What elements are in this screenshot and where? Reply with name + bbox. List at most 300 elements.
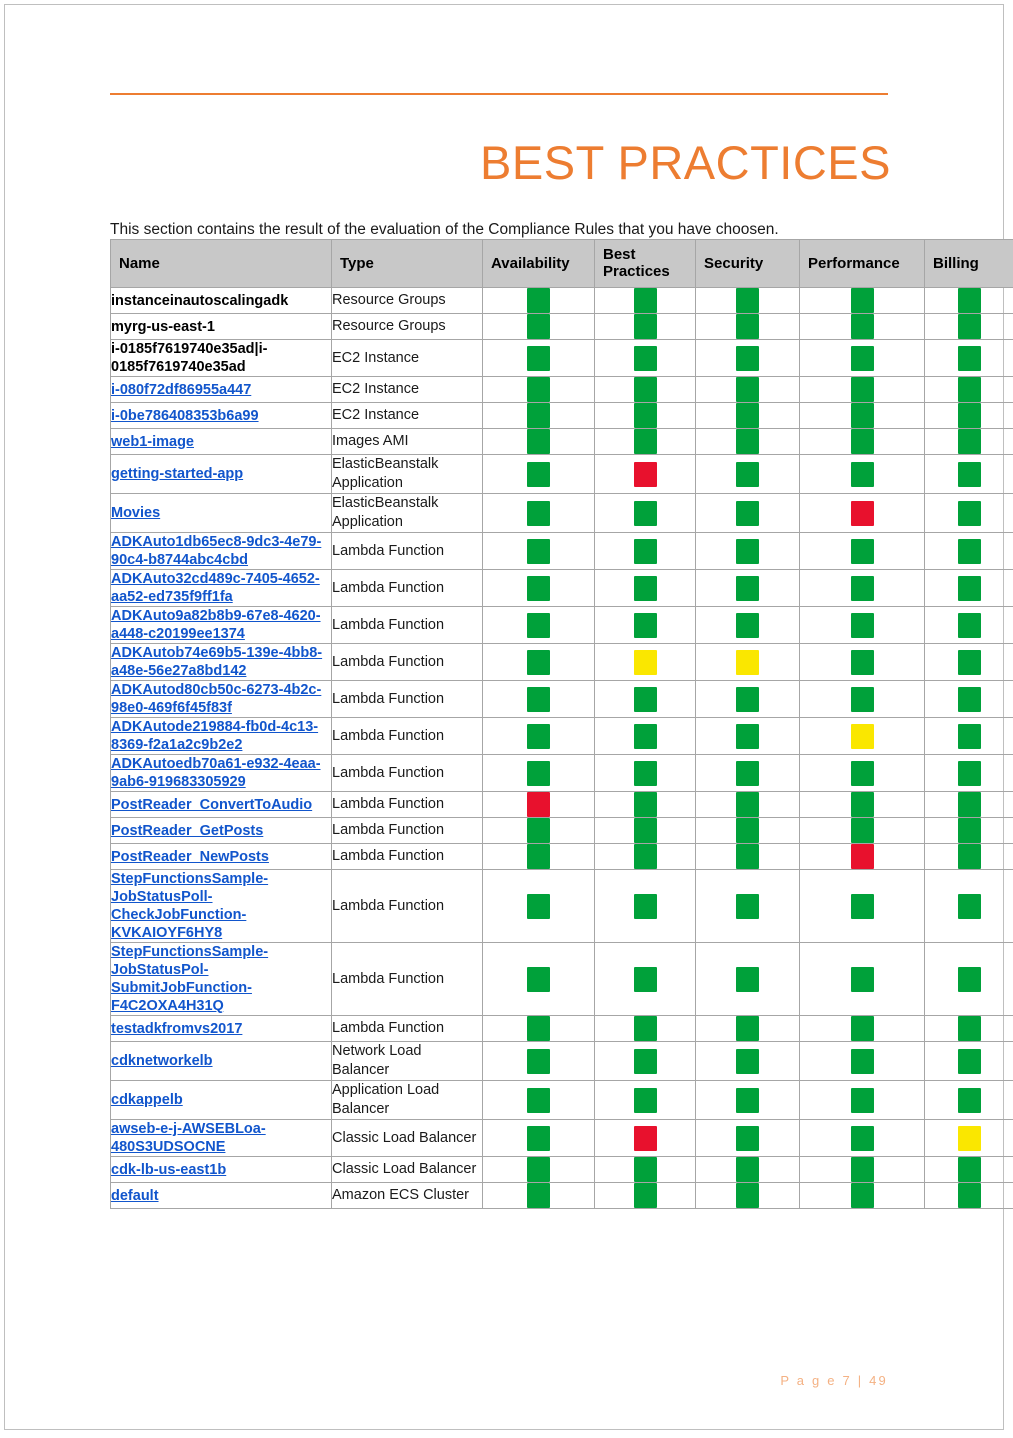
resource-link[interactable]: i-0be786408353b6a99 [111,407,259,424]
cell-status-best-practices [595,792,696,818]
status-red-indicator-icon [634,1126,657,1151]
cell-resource-type: EC2 Instance [332,340,483,377]
cell-resource-name[interactable] [111,455,332,494]
cell-status-availability [483,494,595,533]
cell-status-performance [800,403,925,429]
cell-status-performance [800,1016,925,1042]
cell-status-availability [483,1042,595,1081]
status-green-indicator-icon [958,650,981,675]
status-green-indicator-icon [634,1016,657,1041]
table-row [111,340,1013,377]
cell-status-best-practices [595,755,696,792]
resource-link[interactable]: PostReader_GetPosts [111,822,264,839]
column-header-name: Name [111,240,332,288]
status-yellow-indicator-icon [736,650,759,675]
status-yellow-indicator-icon [634,650,657,675]
status-green-indicator-icon [958,894,981,919]
status-green-indicator-icon [527,429,550,454]
status-green-indicator-icon [527,403,550,428]
cell-status-performance [800,533,925,570]
resource-link[interactable]: getting-started-app [111,466,244,482]
cell-status-security [696,943,800,1016]
cell-resource-name[interactable] [111,377,332,403]
cell-resource-type: Network Load Balancer [332,1042,483,1081]
cell-status-billing [925,377,1013,403]
status-green-indicator-icon [634,844,657,869]
cell-status-best-practices [595,340,696,377]
status-green-indicator-icon [958,377,981,402]
column-header-billing: Billing [925,240,1013,288]
status-green-indicator-icon [851,650,874,675]
status-green-indicator-icon [736,1049,759,1074]
status-green-indicator-icon [958,967,981,992]
status-green-indicator-icon [634,346,657,371]
table-row [111,818,1013,844]
cell-status-availability [483,1120,595,1157]
table-row [111,755,1013,792]
status-green-indicator-icon [851,462,874,487]
cell-status-performance [800,494,925,533]
cell-status-best-practices [595,533,696,570]
cell-resource-type: Lambda Function [332,1016,483,1042]
cell-status-security [696,288,800,314]
cell-status-security [696,429,800,455]
resource-link[interactable]: Movies [111,505,161,521]
cell-resource-type: Images AMI [332,429,483,455]
status-green-indicator-icon [851,1183,874,1208]
status-green-indicator-icon [851,818,874,843]
cell-status-best-practices [595,718,696,755]
cell-status-billing [925,818,1013,844]
status-green-indicator-icon [634,818,657,843]
cell-status-billing [925,1120,1013,1157]
cell-status-billing [925,403,1013,429]
resource-link[interactable]: ADKAuto1db65ec8-9dc3-4e79-90c4-b8744abc4cbd [111,534,322,568]
status-green-indicator-icon [736,403,759,428]
cell-resource-name[interactable] [111,1120,332,1157]
cell-resource-name[interactable] [111,1042,332,1081]
status-green-indicator-icon [527,687,550,712]
status-green-indicator-icon [527,894,550,919]
resource-link[interactable]: ADKAutode219884-fb0d-4c13-8369-f2a1a2c9b2e2 [111,719,319,753]
cell-status-performance [800,870,925,943]
status-green-indicator-icon [634,314,657,339]
cell-status-performance [800,340,925,377]
column-header-type: Type [332,240,483,288]
status-green-indicator-icon [634,761,657,786]
cell-status-billing [925,340,1013,377]
table-header-row [111,240,1013,288]
cell-resource-type: EC2 Instance [332,403,483,429]
status-green-indicator-icon [958,462,981,487]
status-green-indicator-icon [851,403,874,428]
table-row [111,943,1013,1016]
cell-status-security [696,681,800,718]
cell-status-performance [800,455,925,494]
cell-status-billing [925,570,1013,607]
table-row [111,1157,1013,1183]
cell-status-billing [925,792,1013,818]
cell-resource-type: Resource Groups [332,314,483,340]
cell-resource-name[interactable] [111,1016,332,1042]
status-green-indicator-icon [851,967,874,992]
cell-status-best-practices [595,681,696,718]
cell-status-best-practices [595,570,696,607]
cell-resource-name[interactable] [111,844,332,870]
status-green-indicator-icon [736,1088,759,1113]
status-green-indicator-icon [736,462,759,487]
cell-status-availability [483,1157,595,1183]
cell-status-performance [800,314,925,340]
status-green-indicator-icon [958,792,981,817]
cell-resource-type: ElasticBeanstalk Application [332,455,483,494]
status-green-indicator-icon [851,429,874,454]
resource-link[interactable]: awseb-e-j-AWSEBLoa-480S3UDSOCNE [111,1121,266,1155]
status-green-indicator-icon [851,613,874,638]
resource-link[interactable]: cdk-lb-us-east1b [111,1161,227,1178]
cell-status-availability [483,818,595,844]
resource-link[interactable]: StepFunctionsSample-JobStatusPoll-CheckJobFunction-KVKAIOYF6HY8 [111,871,269,941]
status-green-indicator-icon [736,1126,759,1151]
cell-resource-type: Amazon ECS Cluster [332,1183,483,1209]
cell-status-availability [483,340,595,377]
cell-status-performance [800,570,925,607]
status-green-indicator-icon [851,687,874,712]
status-green-indicator-icon [736,346,759,371]
cell-status-best-practices [595,870,696,943]
status-green-indicator-icon [958,1016,981,1041]
status-green-indicator-icon [958,1157,981,1182]
resource-link[interactable]: ADKAuto32cd489c-7405-4652-aa52-ed735f9ff1fa [111,571,320,605]
status-green-indicator-icon [958,403,981,428]
status-green-indicator-icon [527,501,550,526]
status-green-indicator-icon [634,613,657,638]
cell-status-best-practices [595,1157,696,1183]
status-yellow-indicator-icon [958,1126,981,1151]
cell-status-availability [483,377,595,403]
cell-resource-type: Lambda Function [332,755,483,792]
cell-status-availability [483,288,595,314]
status-yellow-indicator-icon [851,724,874,749]
cell-resource-type: EC2 Instance [332,377,483,403]
status-green-indicator-icon [527,539,550,564]
cell-resource-type: ElasticBeanstalk Application [332,494,483,533]
status-green-indicator-icon [634,724,657,749]
cell-status-billing [925,429,1013,455]
cell-status-performance [800,1081,925,1120]
status-green-indicator-icon [958,429,981,454]
cell-status-performance [800,644,925,681]
cell-status-billing [925,1157,1013,1183]
status-green-indicator-icon [527,1126,550,1151]
table-row [111,314,1013,340]
status-green-indicator-icon [527,1088,550,1113]
status-green-indicator-icon [958,501,981,526]
status-green-indicator-icon [736,576,759,601]
cell-status-availability [483,429,595,455]
cell-status-best-practices [595,377,696,403]
status-green-indicator-icon [527,613,550,638]
table-row [111,1081,1013,1120]
status-green-indicator-icon [634,539,657,564]
resource-link[interactable]: PostReader_ConvertToAudio [111,796,313,813]
cell-status-availability [483,1016,595,1042]
cell-resource-name[interactable] [111,494,332,533]
status-green-indicator-icon [527,844,550,869]
status-green-indicator-icon [634,501,657,526]
cell-status-availability [483,570,595,607]
cell-resource-name[interactable] [111,1081,332,1120]
document-page [4,4,1004,1430]
cell-status-availability [483,844,595,870]
status-green-indicator-icon [527,377,550,402]
status-green-indicator-icon [736,818,759,843]
cell-status-security [696,314,800,340]
cell-resource-type: Application Load Balancer [332,1081,483,1120]
cell-status-billing [925,943,1013,1016]
cell-status-best-practices [595,429,696,455]
cell-status-security [696,818,800,844]
cell-status-security [696,1016,800,1042]
cell-status-performance [800,844,925,870]
cell-resource-name[interactable] [111,1183,332,1209]
table-row [111,429,1013,455]
cell-status-availability [483,533,595,570]
table-row [111,1042,1013,1081]
cell-status-performance [800,943,925,1016]
status-green-indicator-icon [736,1183,759,1208]
cell-status-best-practices [595,1042,696,1081]
cell-resource-name[interactable] [111,718,332,755]
status-green-indicator-icon [736,687,759,712]
cell-status-billing [925,755,1013,792]
status-green-indicator-icon [634,967,657,992]
cell-status-billing [925,844,1013,870]
cell-status-best-practices [595,455,696,494]
status-green-indicator-icon [634,687,657,712]
cell-status-security [696,1081,800,1120]
status-green-indicator-icon [958,613,981,638]
status-green-indicator-icon [736,501,759,526]
cell-resource-name[interactable] [111,943,332,1016]
resource-link[interactable]: ADKAuto9a82b8b9-67e8-4620-a448-c20199ee1374 [111,608,321,642]
cell-status-security [696,870,800,943]
page-content [110,5,979,1429]
column-header-security: Security [696,240,800,288]
cell-status-billing [925,644,1013,681]
cell-status-billing [925,1042,1013,1081]
cell-status-best-practices [595,644,696,681]
resource-link[interactable]: cdknetworkelb [111,1053,213,1069]
status-green-indicator-icon [736,967,759,992]
table-row [111,288,1013,314]
status-green-indicator-icon [527,1049,550,1074]
cell-status-performance [800,1157,925,1183]
status-green-indicator-icon [958,576,981,601]
status-green-indicator-icon [634,1183,657,1208]
status-green-indicator-icon [634,429,657,454]
cell-resource-type: Lambda Function [332,844,483,870]
resource-link[interactable]: testadkfromvs2017 [111,1020,243,1037]
cell-status-availability [483,403,595,429]
cell-status-security [696,1042,800,1081]
status-green-indicator-icon [736,1016,759,1041]
status-green-indicator-icon [958,724,981,749]
status-green-indicator-icon [527,818,550,843]
status-green-indicator-icon [634,576,657,601]
status-green-indicator-icon [958,288,981,313]
cell-resource-name[interactable] [111,429,332,455]
cell-status-security [696,607,800,644]
status-green-indicator-icon [958,1049,981,1074]
cell-resource-name[interactable] [111,607,332,644]
cell-status-availability [483,681,595,718]
page-footer: P a g e 7 | 49 [780,1373,888,1388]
cell-resource-type: Classic Load Balancer [332,1157,483,1183]
cell-status-security [696,1157,800,1183]
cell-resource-name[interactable] [111,1157,332,1183]
status-green-indicator-icon [958,1183,981,1208]
status-green-indicator-icon [958,761,981,786]
cell-status-best-practices [595,1183,696,1209]
status-green-indicator-icon [527,1183,550,1208]
cell-status-performance [800,681,925,718]
cell-resource-type: Lambda Function [332,533,483,570]
cell-status-performance [800,755,925,792]
cell-status-availability [483,870,595,943]
cell-status-billing [925,455,1013,494]
cell-resource-name: instanceinautoscalingadk [111,288,332,314]
column-header-performance: Performance [800,240,925,288]
cell-status-availability [483,644,595,681]
status-green-indicator-icon [736,724,759,749]
cell-resource-name: i-0185f7619740e35ad|i-0185f7619740e35ad [111,340,332,377]
cell-status-best-practices [595,607,696,644]
table-row [111,570,1013,607]
status-green-indicator-icon [527,724,550,749]
table-row [111,494,1013,533]
table-header [111,240,1013,288]
cell-status-availability [483,1183,595,1209]
cell-resource-type: Lambda Function [332,818,483,844]
cell-status-security [696,1120,800,1157]
cell-status-security [696,455,800,494]
table-row [111,533,1013,570]
cell-status-performance [800,377,925,403]
status-green-indicator-icon [634,894,657,919]
cell-resource-name: myrg-us-east-1 [111,314,332,340]
cell-resource-name[interactable] [111,681,332,718]
status-green-indicator-icon [851,1126,874,1151]
status-green-indicator-icon [851,576,874,601]
resource-link[interactable]: web1-image [111,433,194,450]
resource-link[interactable]: ADKAutoedb70a61-e932-4eaa-9ab6-919683305929 [111,756,321,790]
cell-status-best-practices [595,818,696,844]
status-green-indicator-icon [634,288,657,313]
status-green-indicator-icon [736,844,759,869]
cell-resource-type: Lambda Function [332,644,483,681]
status-green-indicator-icon [736,539,759,564]
cell-resource-type: Lambda Function [332,570,483,607]
cell-resource-type: Lambda Function [332,718,483,755]
cell-status-security [696,718,800,755]
status-green-indicator-icon [527,462,550,487]
cell-status-billing [925,870,1013,943]
cell-status-security [696,644,800,681]
cell-resource-name[interactable] [111,818,332,844]
resource-link[interactable]: i-080f72df86955a447 [111,381,252,398]
table-row [111,1120,1013,1157]
status-green-indicator-icon [634,403,657,428]
cell-resource-name[interactable] [111,792,332,818]
cell-status-best-practices [595,844,696,870]
status-green-indicator-icon [851,1049,874,1074]
cell-resource-name[interactable] [111,403,332,429]
status-green-indicator-icon [958,539,981,564]
status-green-indicator-icon [851,792,874,817]
cell-status-performance [800,429,925,455]
table-row [111,644,1013,681]
cell-resource-name[interactable] [111,870,332,943]
status-green-indicator-icon [736,894,759,919]
status-green-indicator-icon [958,844,981,869]
cell-status-availability [483,755,595,792]
status-red-indicator-icon [634,462,657,487]
table-body [111,288,1013,1209]
best-practices-table [110,239,1013,1209]
status-green-indicator-icon [958,314,981,339]
cell-status-performance [800,607,925,644]
resource-link[interactable]: cdkappelb [111,1092,183,1108]
resource-link[interactable]: default [111,1187,159,1204]
cell-resource-name[interactable] [111,755,332,792]
column-header-best-practices: Best Practices [595,240,696,288]
status-green-indicator-icon [527,967,550,992]
column-header-availability: Availability [483,240,595,288]
cell-status-performance [800,1042,925,1081]
cell-status-billing [925,607,1013,644]
status-green-indicator-icon [851,1016,874,1041]
status-green-indicator-icon [958,1088,981,1113]
cell-status-billing [925,681,1013,718]
status-green-indicator-icon [736,613,759,638]
cell-resource-name[interactable] [111,644,332,681]
resource-link[interactable]: ADKAutod80cb50c-6273-4b2c-98e0-469f6f45f83f [111,682,322,716]
status-green-indicator-icon [958,818,981,843]
status-green-indicator-icon [958,687,981,712]
cell-status-performance [800,288,925,314]
cell-resource-name[interactable] [111,570,332,607]
status-green-indicator-icon [851,346,874,371]
status-green-indicator-icon [527,650,550,675]
intro-paragraph: This section contains the result of the evaluation of the Compliance Rules that you have choosen. [110,220,779,238]
cell-resource-name[interactable] [111,533,332,570]
status-green-indicator-icon [527,1016,550,1041]
cell-resource-type: Lambda Function [332,792,483,818]
table-row [111,377,1013,403]
cell-status-best-practices [595,314,696,340]
cell-resource-type: Lambda Function [332,870,483,943]
resource-link[interactable]: ADKAutob74e69b5-139e-4bb8-a48e-56e27a8bd142 [111,645,323,679]
status-green-indicator-icon [634,1088,657,1113]
table-row [111,607,1013,644]
status-green-indicator-icon [736,314,759,339]
resource-link[interactable]: PostReader_NewPosts [111,848,269,865]
cell-status-availability [483,1081,595,1120]
cell-status-billing [925,1016,1013,1042]
status-green-indicator-icon [527,288,550,313]
resource-link[interactable]: StepFunctionsSample-JobStatusPol-SubmitJobFunction-F4C2OXA4H31Q [111,944,269,1014]
